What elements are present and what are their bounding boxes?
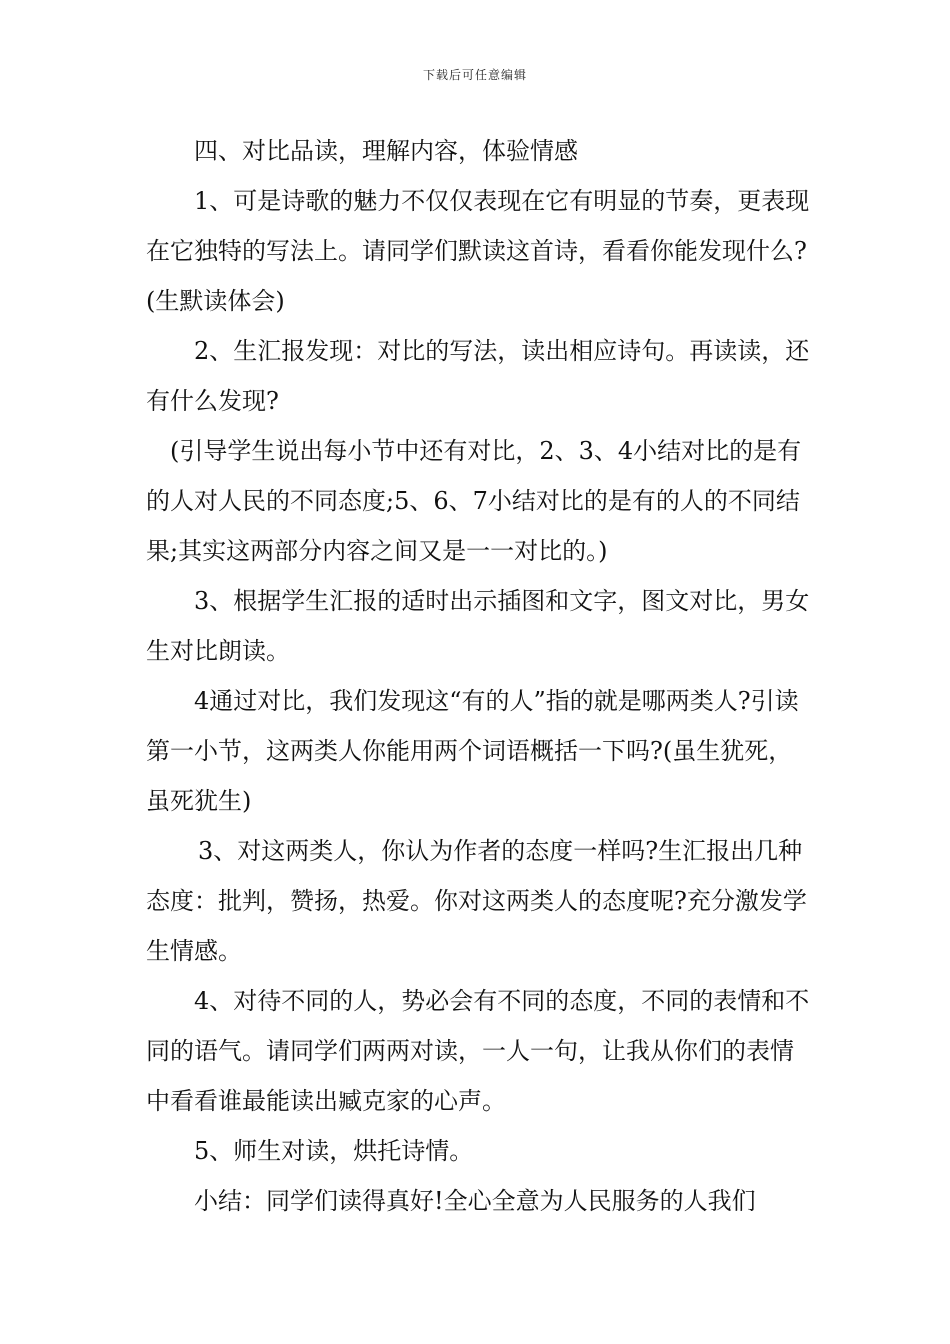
paragraph-3-note: (引导学生说出每小节中还有对比，2、3、4小结对比的是有的人对人民的不同态度;5、6、7小结对比的是有的人的不同结果;其实这两部分内容之间又是一一对比的。) xyxy=(146,437,802,565)
section-heading: 四、对比品读，理解内容，体验情感 xyxy=(194,137,578,165)
paragraph-2: 2、生汇报发现：对比的写法，读出相应诗句。再读读，还有什么发现? xyxy=(146,337,810,415)
paragraph-4: 3、根据学生汇报的适时出示插图和文字，图文对比，男女生对比朗读。 xyxy=(146,587,810,665)
paragraph-9-summary: 小结：同学们读得真好!全心全意为人民服务的人我们 xyxy=(194,1187,756,1215)
paragraph-7: 4、对待不同的人，势必会有不同的态度，不同的表情和不同的语气。请同学们两两对读，一人一句，让我从你们的表情中看看谁最能读出臧克家的心声。 xyxy=(146,987,810,1115)
paragraph-5: 4通过对比，我们发现这“有的人”指的就是哪两类人?引读第一小节，这两类人你能用两个词语概括一下吗?(虽生犹死，虽死犹生) xyxy=(146,687,799,815)
paragraph-8: 5、师生对读，烘托诗情。 xyxy=(194,1137,474,1165)
page-header-note: 下载后可任意编辑 xyxy=(422,68,527,82)
document-body xyxy=(146,126,814,1226)
paragraph-1: 1、可是诗歌的魅力不仅仅表现在它有明显的节奏，更表现在它独特的写法上。请同学们默读这首诗，看看你能发现什么?(生默读体会) xyxy=(146,187,810,315)
paragraph-6: 3、对这两类人，你认为作者的态度一样吗?生汇报出几种态度：批判，赞扬，热爱。你对这两类人的态度呢?充分激发学生情感。 xyxy=(146,837,807,965)
